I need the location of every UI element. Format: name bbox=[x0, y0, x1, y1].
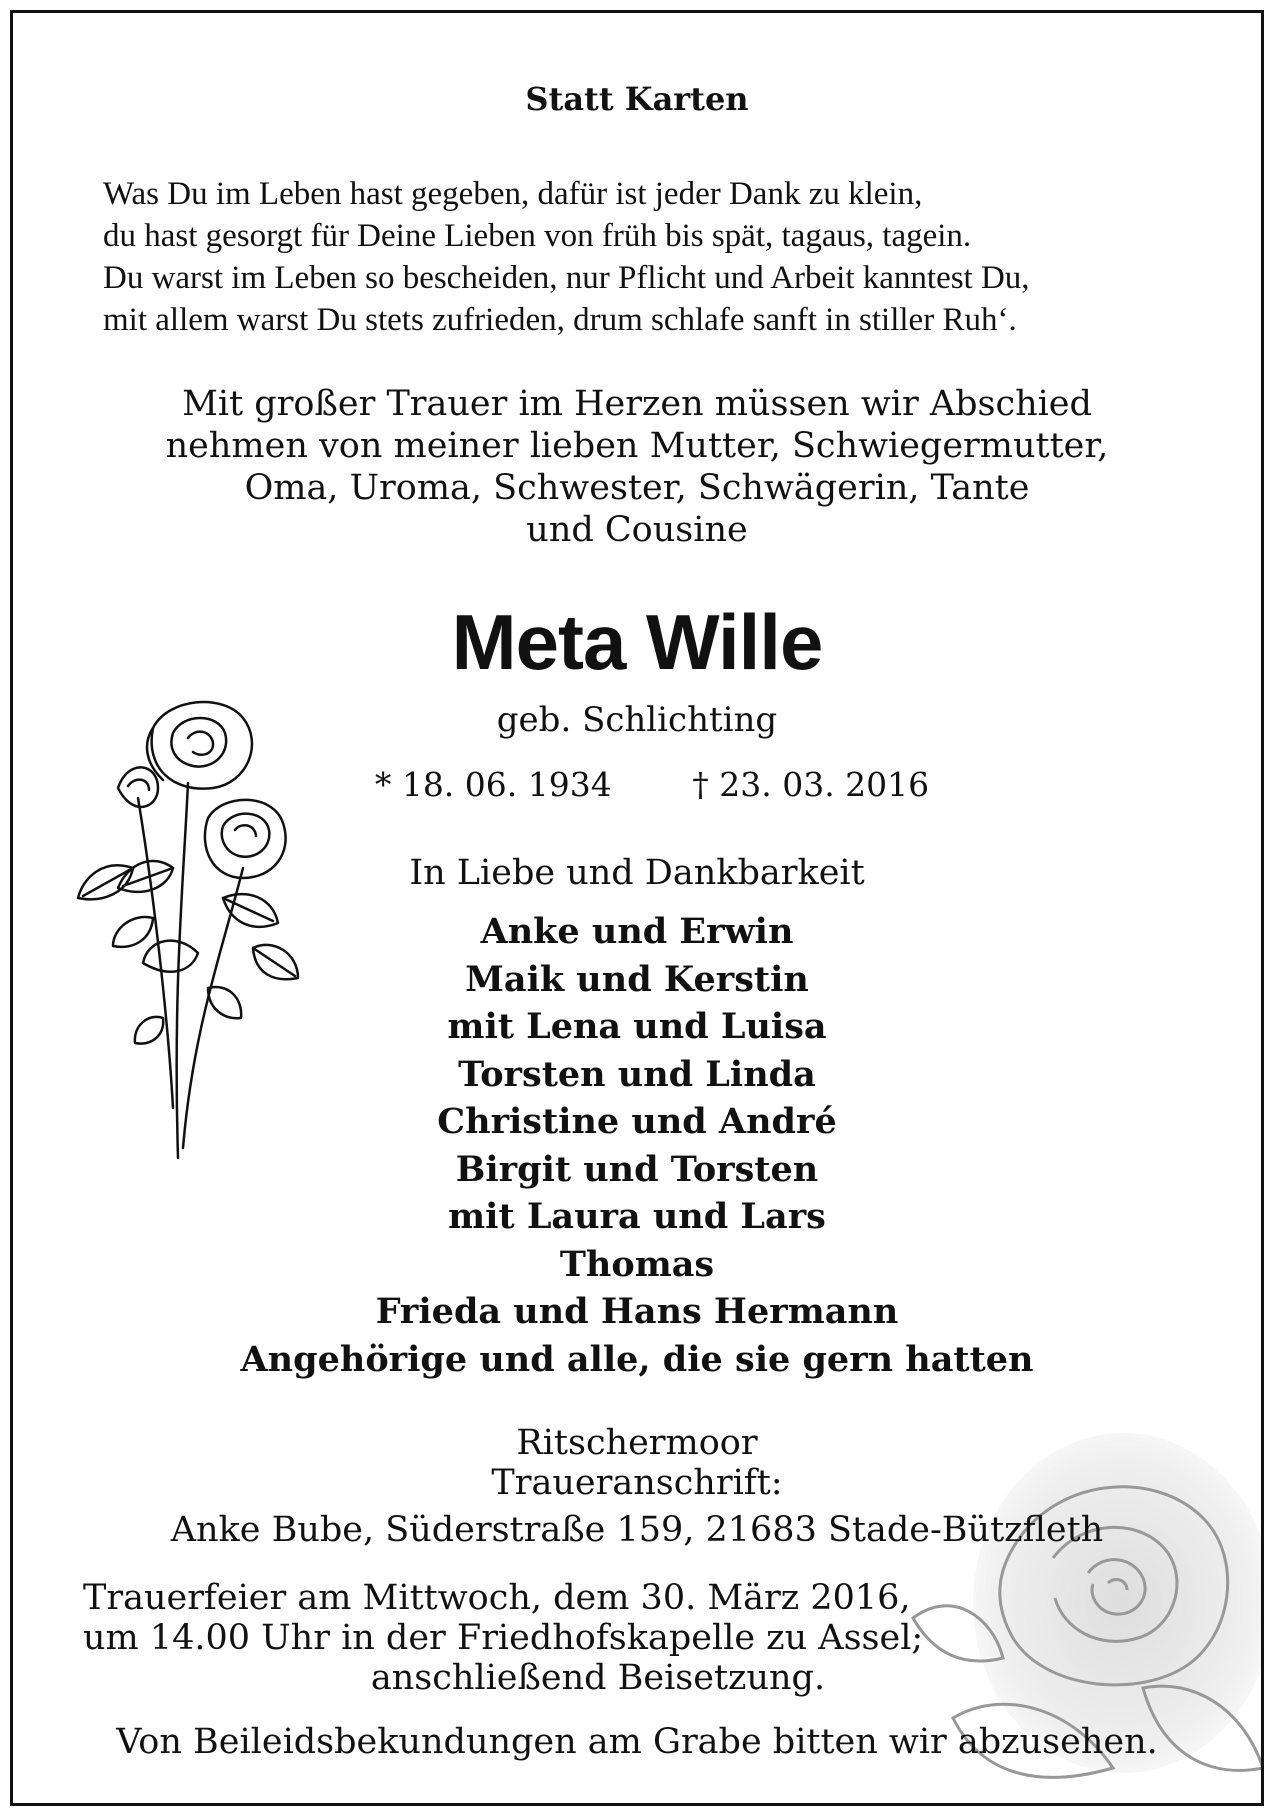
deceased-name: Meta Wille bbox=[451, 598, 823, 686]
family-entry: mit Lena und Luisa bbox=[447, 1006, 827, 1047]
intro-line: nehmen von meiner lieben Mutter, Schwiegermutter, bbox=[165, 426, 1109, 466]
ceremony-line: Trauerfeier am Mittwoch, dem 30. März 2016, bbox=[83, 1578, 911, 1618]
family-entry: Angehörige und alle, die sie gern hatten bbox=[240, 1338, 1034, 1380]
address-label: Traueranschrift: bbox=[491, 1463, 783, 1503]
life-dates bbox=[13, 765, 1261, 804]
ceremony-line: anschließend Beisetzung. bbox=[370, 1658, 826, 1698]
family-entry: Birgit und Torsten bbox=[455, 1148, 819, 1190]
family-entry: Frieda und Hans Hermann bbox=[375, 1291, 899, 1332]
poem-line: Du warst im Leben so bescheiden, nur Pflicht und Arbeit kanntest Du, bbox=[103, 260, 1030, 296]
poem-line: Was Du im Leben hast gegeben, dafür ist jeder Dank zu klein, bbox=[103, 176, 923, 212]
intro-text bbox=[13, 383, 1261, 551]
poem-line: mit allem warst Du stets zufrieden, drum schlafe sanft in stiller Ruh‘. bbox=[103, 302, 1017, 338]
ceremony-line: um 14.00 Uhr in der Friedhofskapelle zu Assel; bbox=[83, 1618, 924, 1658]
family-entry: mit Laura und Lars bbox=[448, 1196, 826, 1237]
death-date: † 23. 03. 2016 bbox=[692, 765, 930, 804]
place-name: Ritschermoor bbox=[516, 1423, 758, 1463]
maiden-name: geb. Schlichting bbox=[496, 700, 778, 740]
family-entry: Maik und Kerstin bbox=[465, 958, 809, 1000]
intro-line: Mit großer Trauer im Herzen müssen wir Abschied bbox=[182, 384, 1092, 424]
intro-line: und Cousine bbox=[526, 510, 748, 550]
birth-date: * 18. 06. 1934 bbox=[374, 765, 612, 804]
family-entry: Anke und Erwin bbox=[480, 911, 794, 952]
family-entry: Thomas bbox=[559, 1243, 715, 1285]
thanks-line: In Liebe und Dankbarkeit bbox=[409, 853, 865, 893]
obituary-notice bbox=[10, 10, 1264, 1806]
family-entry: Christine und André bbox=[437, 1101, 837, 1142]
poem-line: du hast gesorgt für Deine Lieben von früh bis spät, tagaus, tagein. bbox=[103, 218, 972, 254]
family-list bbox=[13, 908, 1261, 1383]
poem bbox=[103, 173, 1030, 341]
intro-line: Oma, Uroma, Schwester, Schwägerin, Tante bbox=[244, 468, 1030, 508]
mourning-address: Anke Bube, Süderstraße 159, 21683 Stade-Bützfleth bbox=[170, 1510, 1104, 1550]
ceremony-info bbox=[83, 1578, 1083, 1698]
header-statt-karten: Statt Karten bbox=[525, 80, 749, 118]
condolence-note: Von Beileidsbekundungen am Grabe bitten wir abzusehen. bbox=[116, 1722, 1158, 1762]
family-entry: Torsten und Linda bbox=[458, 1053, 816, 1095]
place-block bbox=[13, 1423, 1261, 1503]
